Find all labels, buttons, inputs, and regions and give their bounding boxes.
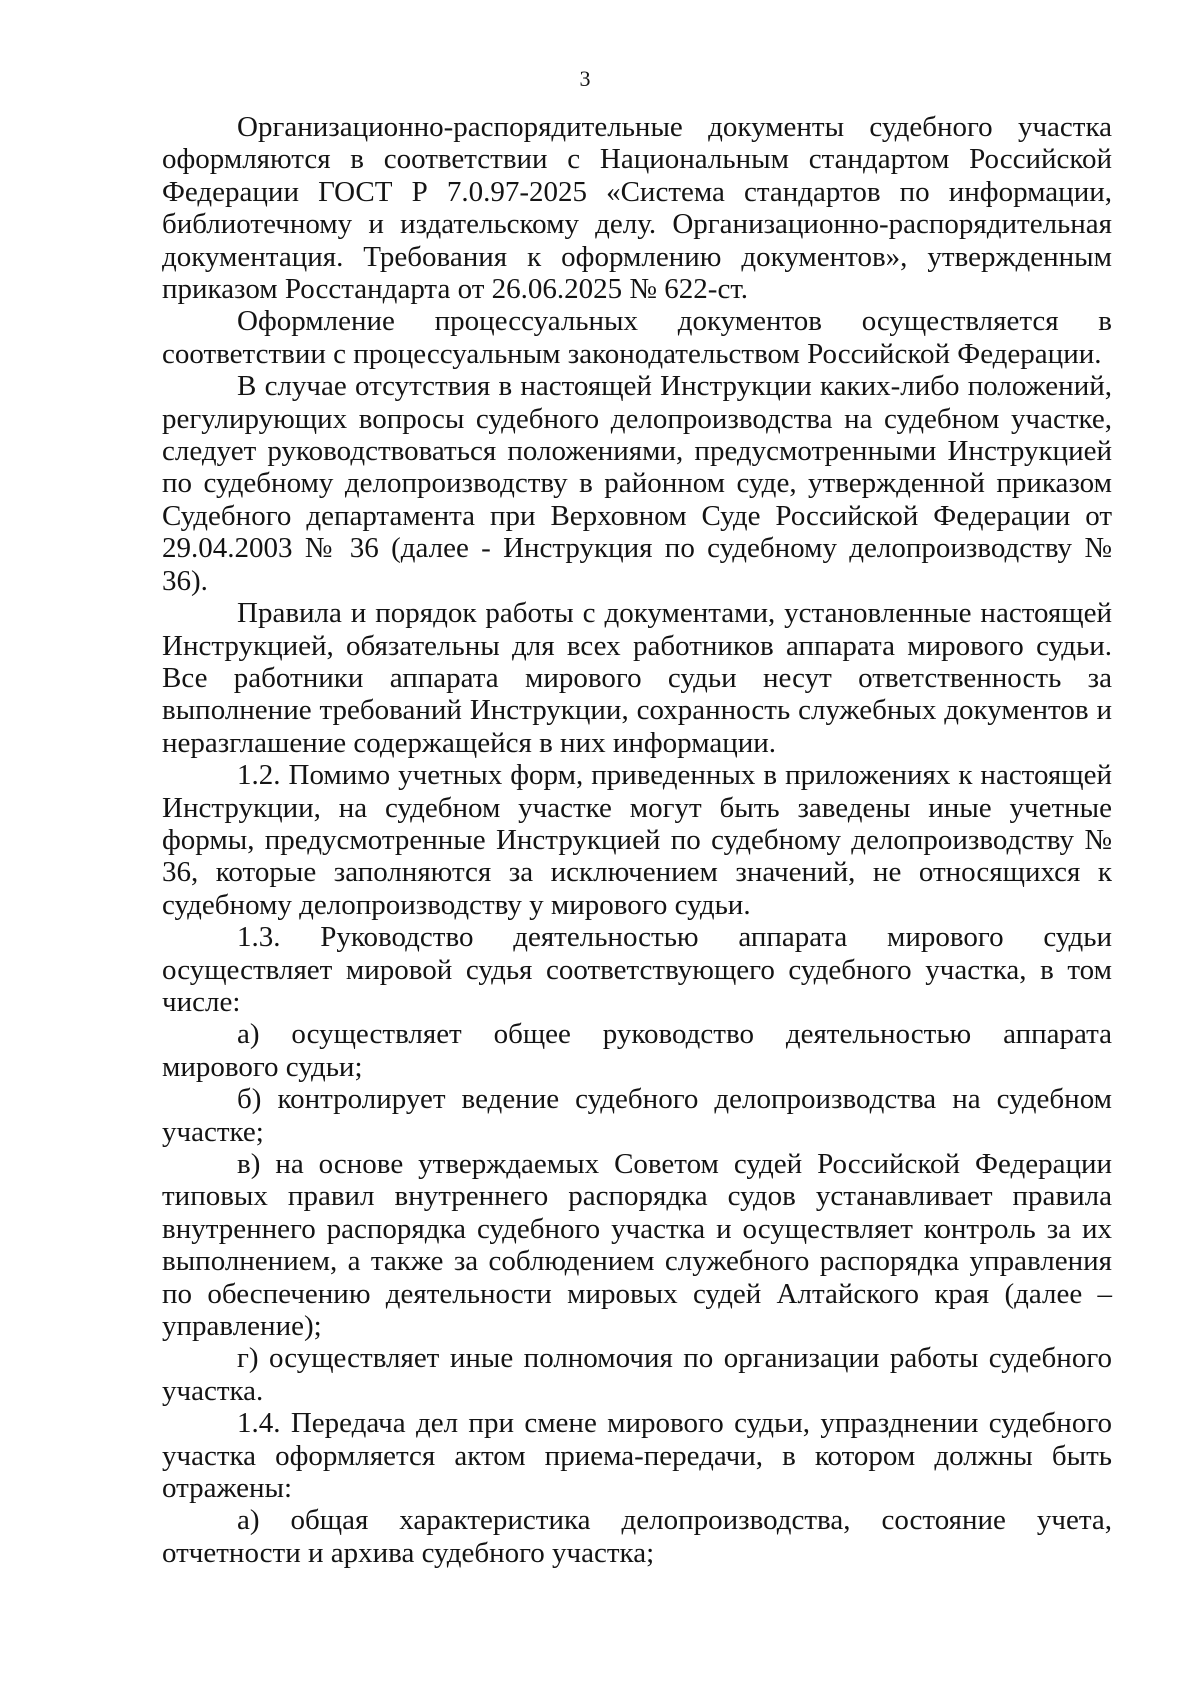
list-item-g: г) осуществляет иные полномочия по организации работы судебного участка. (162, 1342, 1112, 1407)
list-item-a: а) общая характеристика делопроизводства, состояние учета, отчетности и архива судебного участка; (162, 1504, 1112, 1569)
paragraph: Оформление процессуальных документов осуществляется в соответствии с процессуальным законодательством Российской Федерации. (162, 305, 1112, 370)
paragraph: В случае отсутствия в настоящей Инструкции каких-либо положений, регулирующих вопросы судебного делопроизводства на судебном участке, следует руководствоваться положениями, предусмотренными Инструкцией по судебному делопроизводству в районном суде, утвержденной приказом Судебного департамента при Верховном Суде Российской Федерации от 29.04.2003 № 36 (далее - Инструкция по судебному делопроизводству № 36). (162, 370, 1112, 597)
list-item-v: в) на основе утверждаемых Советом судей Российской Федерации типовых правил внутреннего распорядка судов устанавливает правила внутреннего распорядка судебного участка и осуществляет контроль за их выполнением, а также за соблюдением служебного распорядка управления по обеспечению деятельности мировых судей Алтайского края (далее – управление); (162, 1148, 1112, 1343)
document-body (162, 111, 1112, 1569)
page-number: 3 (579, 66, 591, 91)
paragraph: Правила и порядок работы с документами, установленные настоящей Инструкцией, обязательны для всех работников аппарата мирового судьи. Все работники аппарата мирового судьи несут ответственность за выполнение требований Инструкции, сохранность служебных документов и неразглашение содержащейся в них информации. (162, 597, 1112, 759)
paragraph-section-1-3: 1.3. Руководство деятельностью аппарата мирового судьи осуществляет мировой судья соответствующего судебного участка, в том числе: (162, 921, 1112, 1018)
paragraph-section-1-2: 1.2. Помимо учетных форм, приведенных в приложениях к настоящей Инструкции, на судебном участке могут быть заведены иные учетные формы, предусмотренные Инструкцией по судебному делопроизводству № 36, которые заполняются за исключением значений, не относящихся к судебному делопроизводству у мирового судьи. (162, 759, 1112, 921)
paragraph: Организационно-распорядительные документы судебного участка оформляются в соответствии с Национальным стандартом Российской Федерации ГОСТ Р 7.0.97-2025 «Система стандартов по информации, библиотечному и издательскому делу. Организационно-распорядительная документация. Требования к оформлению документов», утвержденным приказом Росстандарта от 26.06.2025 № 622-ст. (162, 111, 1112, 306)
list-item-a: а) осуществляет общее руководство деятельностью аппарата мирового судьи; (162, 1018, 1112, 1083)
paragraph-section-1-4: 1.4. Передача дел при смене мирового судьи, упразднении судебного участка оформляется актом приема-передачи, в котором должны быть отражены: (162, 1407, 1112, 1505)
list-item-b: б) контролирует ведение судебного делопроизводства на судебном участке; (162, 1083, 1112, 1148)
